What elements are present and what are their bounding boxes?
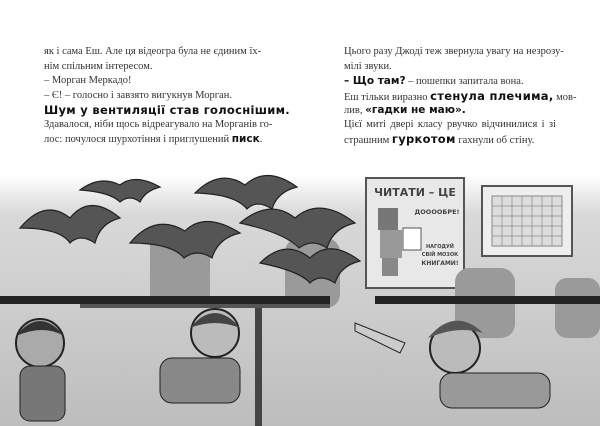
poster-slogan: КНИГАМИ! xyxy=(421,260,459,267)
text: мов- xyxy=(553,91,577,103)
text-line xyxy=(44,60,256,75)
poster-slogan: НАГОДУЙ xyxy=(426,244,454,250)
emphasis-text: стенула плечима, xyxy=(430,88,554,103)
kid-left xyxy=(16,319,65,421)
text: Цієї миті двері класу рвучко відчинилися і зі xyxy=(344,118,556,130)
emphasis-text: – Що там? xyxy=(344,75,406,87)
text-line xyxy=(344,60,556,75)
text: – Є! – голосно і завзято вигукнув Морган. xyxy=(44,89,232,101)
right-desk xyxy=(375,296,600,304)
text: страшним xyxy=(344,135,392,146)
text: нім спільним інтересом. xyxy=(44,60,153,72)
text: Еш тільки виразно xyxy=(344,91,431,103)
text: лив, xyxy=(344,105,366,116)
calendar-board xyxy=(482,186,572,256)
text-line xyxy=(344,118,556,133)
text-line xyxy=(344,132,556,147)
text: лос: почулося шурхотіння і приглушений xyxy=(44,134,232,145)
text-line xyxy=(44,118,273,133)
emphasis-text: Шум у вентиляції став голоснішим. xyxy=(44,103,290,117)
emphasis-text: «гадки не маю». xyxy=(365,104,466,116)
poster-slogan: СВІЙ МОЗОК xyxy=(421,252,459,258)
text-line xyxy=(44,74,256,89)
reading-poster xyxy=(366,178,464,288)
left-page-text xyxy=(44,45,290,147)
text: гахнули об стіну. xyxy=(455,135,535,146)
text-line xyxy=(344,74,556,89)
emphasis-text: писк xyxy=(231,133,260,145)
emphasis-text: гуркотом xyxy=(391,132,456,146)
text-line xyxy=(44,103,290,118)
text-line xyxy=(44,89,256,104)
text-line xyxy=(344,103,556,118)
left-desk xyxy=(0,296,330,304)
text: . xyxy=(259,134,263,145)
right-page-text xyxy=(344,45,577,147)
classroom-illustration xyxy=(0,168,600,426)
poster-exclaim: ДООООБРЕ! xyxy=(414,208,460,216)
text: мілі звуки. xyxy=(344,60,392,72)
text-line xyxy=(44,132,263,147)
text-line xyxy=(344,45,564,60)
text: – Морган Меркадо! xyxy=(44,75,132,86)
text: Цього разу Джоді теж звернула увагу на незрозу- xyxy=(344,46,564,57)
text: – пошепки запитала вона. xyxy=(405,76,524,87)
text-line xyxy=(344,88,577,104)
text: Здавалося, ніби щось відреагувало на Морганів го- xyxy=(44,118,273,130)
text: як і сама Еш. Але ця відеогра була не єдиним їх- xyxy=(44,46,262,57)
text-line xyxy=(44,45,262,60)
poster-title: ЧИТАТИ – ЦЕ xyxy=(374,186,456,199)
